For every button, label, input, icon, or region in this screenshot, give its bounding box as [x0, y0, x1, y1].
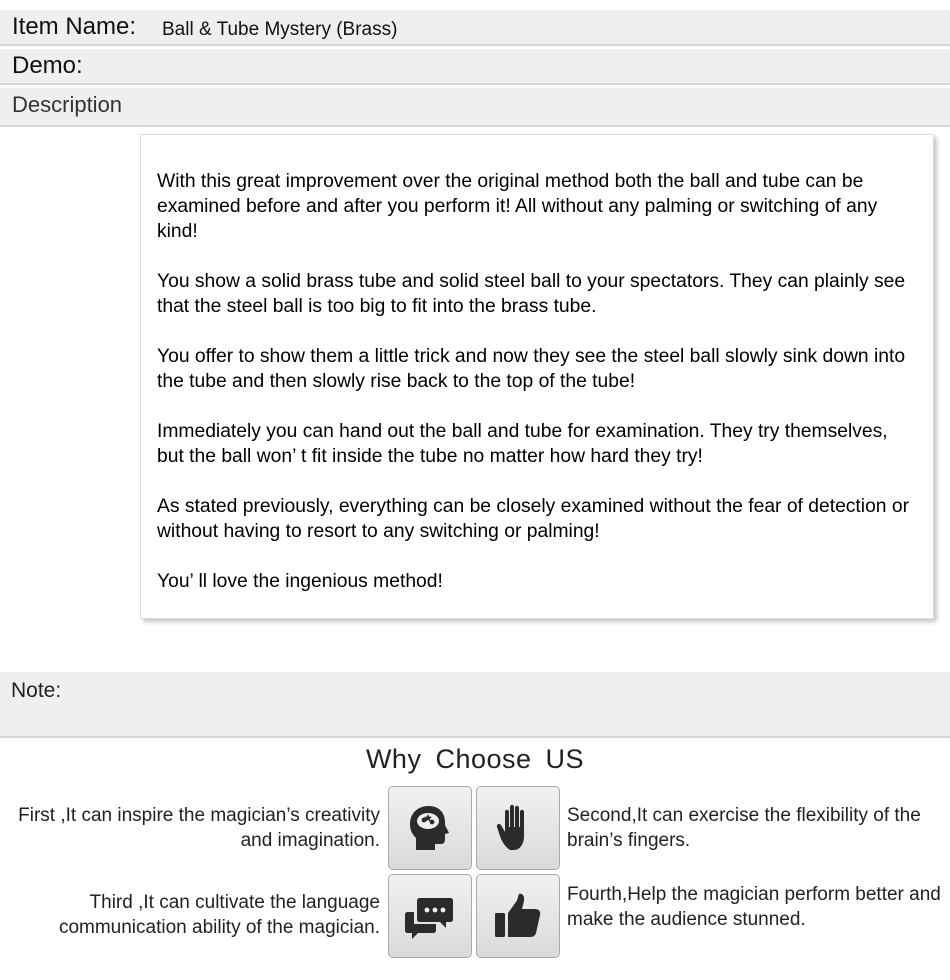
item-name-value: Ball & Tube Mystery (Brass) — [162, 19, 398, 40]
note-row — [0, 672, 950, 738]
description-paragraph: With this great improvement over the original method both the ball and tube can be examined before and after you perform it! All without any palming or switching of any kind! — [157, 171, 878, 242]
feature-tile-first — [388, 786, 472, 870]
description-paragraph: You’ ll love the ingenious method! — [157, 571, 443, 592]
note-label: Note: — [11, 679, 62, 702]
feature-text-first: First ,It can inspire the magician’s creativity and imagination. — [18, 805, 380, 851]
description-paragraph: You offer to show them a little trick and now they see the steel ball slowly sink down into the tube and then slowly rise back to the top of the tube! — [157, 346, 906, 392]
feature-text-fourth: Fourth,Help the magician perform better and make the audience stunned. — [567, 884, 941, 930]
brain-head-icon — [402, 800, 458, 856]
why-choose-us-title: Why Choose US — [365, 744, 585, 774]
feature-text-third: Third ,It can cultivate the language communication ability of the magician. — [58, 892, 380, 938]
thumbs-up-icon — [490, 888, 546, 944]
demo-row — [0, 49, 950, 85]
description-box — [140, 134, 934, 619]
description-label: Description — [12, 92, 123, 117]
feature-tile-second — [476, 786, 560, 870]
description-paragraph: As stated previously, everything can be closely examined without the fear of detection or without having to resort to any switching or palming! — [157, 496, 910, 542]
description-paragraph: Immediately you can hand out the ball and tube for examination. They try themselves, but the ball won’ t fit inside the tube no matter how hard they try! — [157, 421, 888, 467]
item-name-row — [0, 10, 950, 46]
hand-icon — [490, 800, 546, 856]
demo-label: Demo: — [12, 52, 83, 79]
feature-text-second: Second,It can exercise the flexibility of the brain’s fingers. — [567, 805, 921, 851]
description-paragraph: You show a solid brass tube and solid steel ball to your spectators. They can plainly see that the steel ball is too big to fit into the brass tube. — [157, 271, 906, 317]
chat-bubbles-icon — [402, 888, 458, 944]
feature-tile-third — [388, 874, 472, 958]
feature-tile-fourth — [476, 874, 560, 958]
item-name-label: Item Name: — [12, 13, 137, 40]
description-header — [0, 88, 950, 127]
